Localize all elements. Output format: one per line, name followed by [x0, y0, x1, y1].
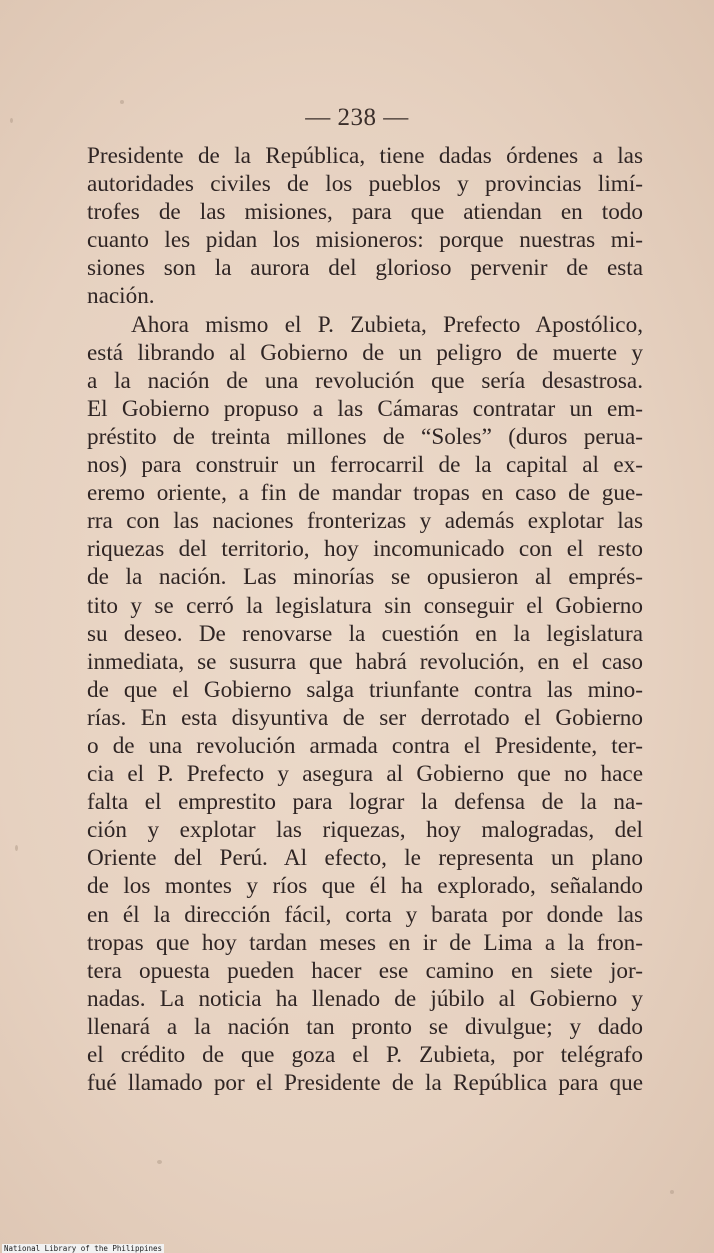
text-line: o de una revolución armada contra el Presidente, ter- [87, 732, 643, 759]
text-line: fué llamado por el Presidente de la República para que [87, 1070, 643, 1097]
text-line: cuanto les pidan los misioneros: porque nuestras mi- [87, 227, 643, 254]
text-line: falta el emprestito para lograr la defensa de la na- [87, 789, 643, 816]
text-line: cia el P. Prefecto y asegura al Gobierno que no hace [87, 761, 643, 788]
text-line: Presidente de la República, tiene dadas órdenes a las [87, 143, 643, 169]
text-line: siones son la aurora del glorioso pervenir de esta [87, 255, 643, 282]
text-line: en él la dirección fácil, corta y barata por donde las [87, 901, 643, 928]
text-line: préstito de treinta millones de “Soles” (duros perua- [87, 423, 643, 450]
text-line: rra con las naciones fronterizas y además explotar las [87, 508, 643, 535]
text-line: Oriente del Perú. Al efecto, le representa un plano [87, 845, 643, 872]
text-line: de que el Gobierno salga triunfante contra las mino- [87, 676, 643, 703]
text-line: rías. En esta disyuntiva de ser derrotado el Gobierno [87, 704, 643, 731]
text-line: tito y se cerró la legislatura sin conseguir el Gobierno [87, 592, 643, 619]
page-number: — 238 — [305, 104, 409, 131]
text-line: ción y explotar las riquezas, hoy malogradas, del [87, 817, 643, 844]
text-line: eremo oriente, a fin de mandar tropas en caso de gue- [87, 480, 643, 507]
text-line: El Gobierno propuso a las Cámaras contratar un em- [87, 395, 643, 422]
body-text [87, 142, 643, 1097]
text-line: llenará a la nación tan pronto se divulgue; y dado [87, 1013, 643, 1040]
text-line: nos) para construir un ferrocarril de la capital al ex- [87, 452, 643, 479]
library-watermark: National Library of the Philippines [4, 1244, 163, 1253]
text-line: inmediata, se susurra que habrá revolución, en el caso [87, 648, 643, 675]
text-line: nación. [87, 283, 155, 310]
paper-speck [670, 1190, 674, 1194]
text-line: trofes de las misiones, para que atiendan en todo [87, 199, 643, 226]
text-line: tera opuesta pueden hacer ese camino en siete jor- [87, 957, 643, 984]
text-line: el crédito de que goza el P. Zubieta, por telégrafo [87, 1042, 643, 1068]
text-line: tropas que hoy tardan meses en ir de Lima a la fron- [87, 929, 643, 956]
text-line: Ahora mismo el P. Zubieta, Prefecto Apostólico, [131, 311, 643, 338]
text-line: a la nación de una revolución que sería desastrosa. [87, 367, 643, 394]
paper-speck [15, 845, 18, 851]
text-line: su deseo. De renovarse la cuestión en la legislatura [87, 620, 643, 647]
text-line: autoridades civiles de los pueblos y provincias limí- [87, 171, 643, 198]
text-line: riquezas del territorio, hoy incomunicado con el resto [87, 536, 643, 563]
text-line: de la nación. Las minorías se opusieron al emprés- [87, 564, 643, 591]
text-line: de los montes y ríos que él ha explorado, señalando [87, 873, 643, 900]
text-line: está librando al Gobierno de un peligro de muerte y [87, 339, 643, 366]
paper-speck [157, 1160, 162, 1164]
text-line: nadas. La noticia ha llenado de júbilo al Gobierno y [87, 985, 643, 1012]
